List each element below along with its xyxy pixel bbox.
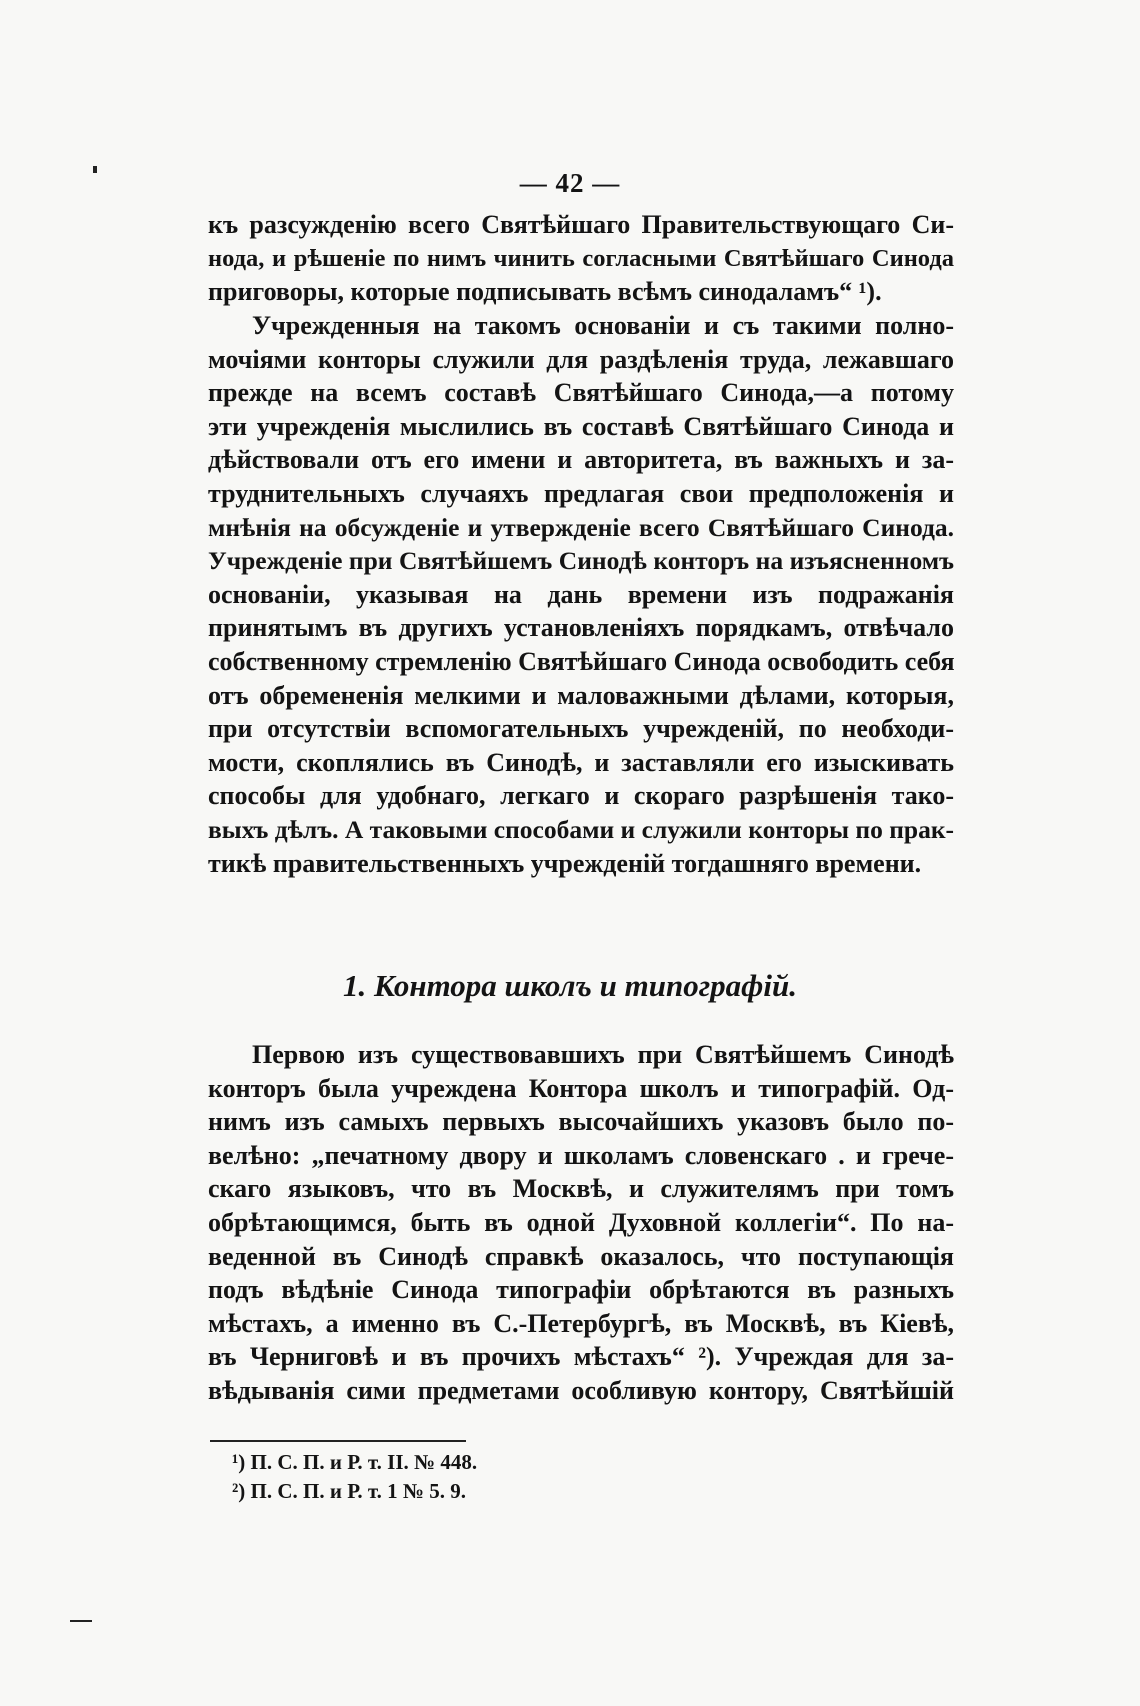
text-line: мости, скоплялись въ Синодѣ, и заставляли его изыскивать <box>208 747 954 777</box>
text-line: собственному стремленію Святѣйшаго Синода освободить себя <box>208 646 955 676</box>
text-line: вѣдыванія сими предметами особливую контору, Святѣйшій <box>208 1375 954 1405</box>
paragraph-continuation <box>208 208 954 309</box>
text-line: мѣстахъ, а именно въ С.-Петербургѣ, въ Москвѣ, въ Кіевѣ, <box>208 1308 954 1338</box>
text-line: Учрежденныя на такомъ основаніи и съ такими полно- <box>252 311 954 340</box>
text-line: велѣно: „печатному двору и школамъ словенскаго . и грече- <box>208 1140 954 1170</box>
text-line: прежде на всемъ составѣ Святѣйшаго Синода,—а потому <box>208 378 954 408</box>
text-line: приговоры, которые подписывать всѣмъ синодаламъ“ ¹). <box>208 277 882 307</box>
text-line: труднительныхъ случаяхъ предлагая свои предположенія и <box>208 478 954 508</box>
text-line: эти учрежденія мыслились въ составѣ Святѣйшаго Синода и <box>208 411 954 441</box>
text-line: нода, и рѣшеніе по нимъ чинить согласными Святѣйшаго Синода <box>208 244 954 272</box>
text-line: основаніи, указывая на дань времени изъ подражанія <box>208 579 954 609</box>
footnotes <box>232 1448 477 1506</box>
text-line: при отсутствіи вспомогательныхъ учрежденій, по необходи- <box>208 714 954 744</box>
text-line: конторъ была учреждена Контора школъ и типографій. Од- <box>208 1073 954 1103</box>
scan-speck <box>93 166 97 173</box>
page-number: — 42 — <box>519 168 621 198</box>
text-line: къ разсужденію всего Святѣйшаго Правительствующаго Си- <box>208 210 954 239</box>
text-line: тикѣ правительственныхъ учрежденій тогдашняго времени. <box>208 848 922 878</box>
text-line: веденной въ Синодѣ справкѣ оказалось, что поступающія <box>208 1241 954 1271</box>
text-line: мнѣнія на обсужденіе и утвержденіе всего Святѣйшаго Синода. <box>208 512 954 542</box>
text-line: скаго языковъ, что въ Москвѣ, и служителямъ при томъ <box>208 1174 954 1204</box>
section-heading: 1. Контора школъ и типографій. <box>343 968 797 1003</box>
paragraph-school-office <box>208 1038 954 1408</box>
text-line: выхъ дѣлъ. А таковыми способами и служили конторы по прак- <box>208 814 955 844</box>
paragraph-offices <box>208 309 954 880</box>
text-line: обрѣтающимся, быть въ одной Духовной коллегіи“. По на- <box>208 1207 954 1237</box>
text-line: мочіями конторы служили для раздѣленія труда, лежавшаго <box>208 344 954 374</box>
text-line: Учрежденіе при Святѣйшемъ Синодѣ конторъ на изъясненномъ <box>208 546 954 576</box>
text-line: дѣйствовали отъ его имени и авторитета, въ важныхъ и за- <box>208 445 954 475</box>
text-line: въ Черниговѣ и въ прочихъ мѣстахъ“ ²). Учреждая для за- <box>208 1342 954 1372</box>
footnote: ²) П. С. П. и Р. т. 1 № 5. 9. <box>232 1479 467 1503</box>
footnote: ¹) П. С. П. и Р. т. II. № 448. <box>232 1450 478 1474</box>
text-line: принятымъ въ другихъ установленіяхъ порядкамъ, отвѣчало <box>208 613 954 643</box>
text-line: подъ вѣдѣніе Синода типографіи обрѣтаются въ разныхъ <box>208 1275 954 1305</box>
scan-speck <box>70 1620 92 1622</box>
text-line: способы для удобнаго, легкаго и скораго разрѣшенія тако- <box>208 781 954 811</box>
text-line: нимъ изъ самыхъ первыхъ высочайшихъ указовъ было по- <box>208 1107 954 1137</box>
footnote-divider <box>210 1440 466 1442</box>
text-line: отъ обремененія мелкими и маловажными дѣлами, которыя, <box>208 680 954 710</box>
text-line: Первою изъ существовавшихъ при Святѣйшемъ Синодѣ <box>252 1040 954 1069</box>
